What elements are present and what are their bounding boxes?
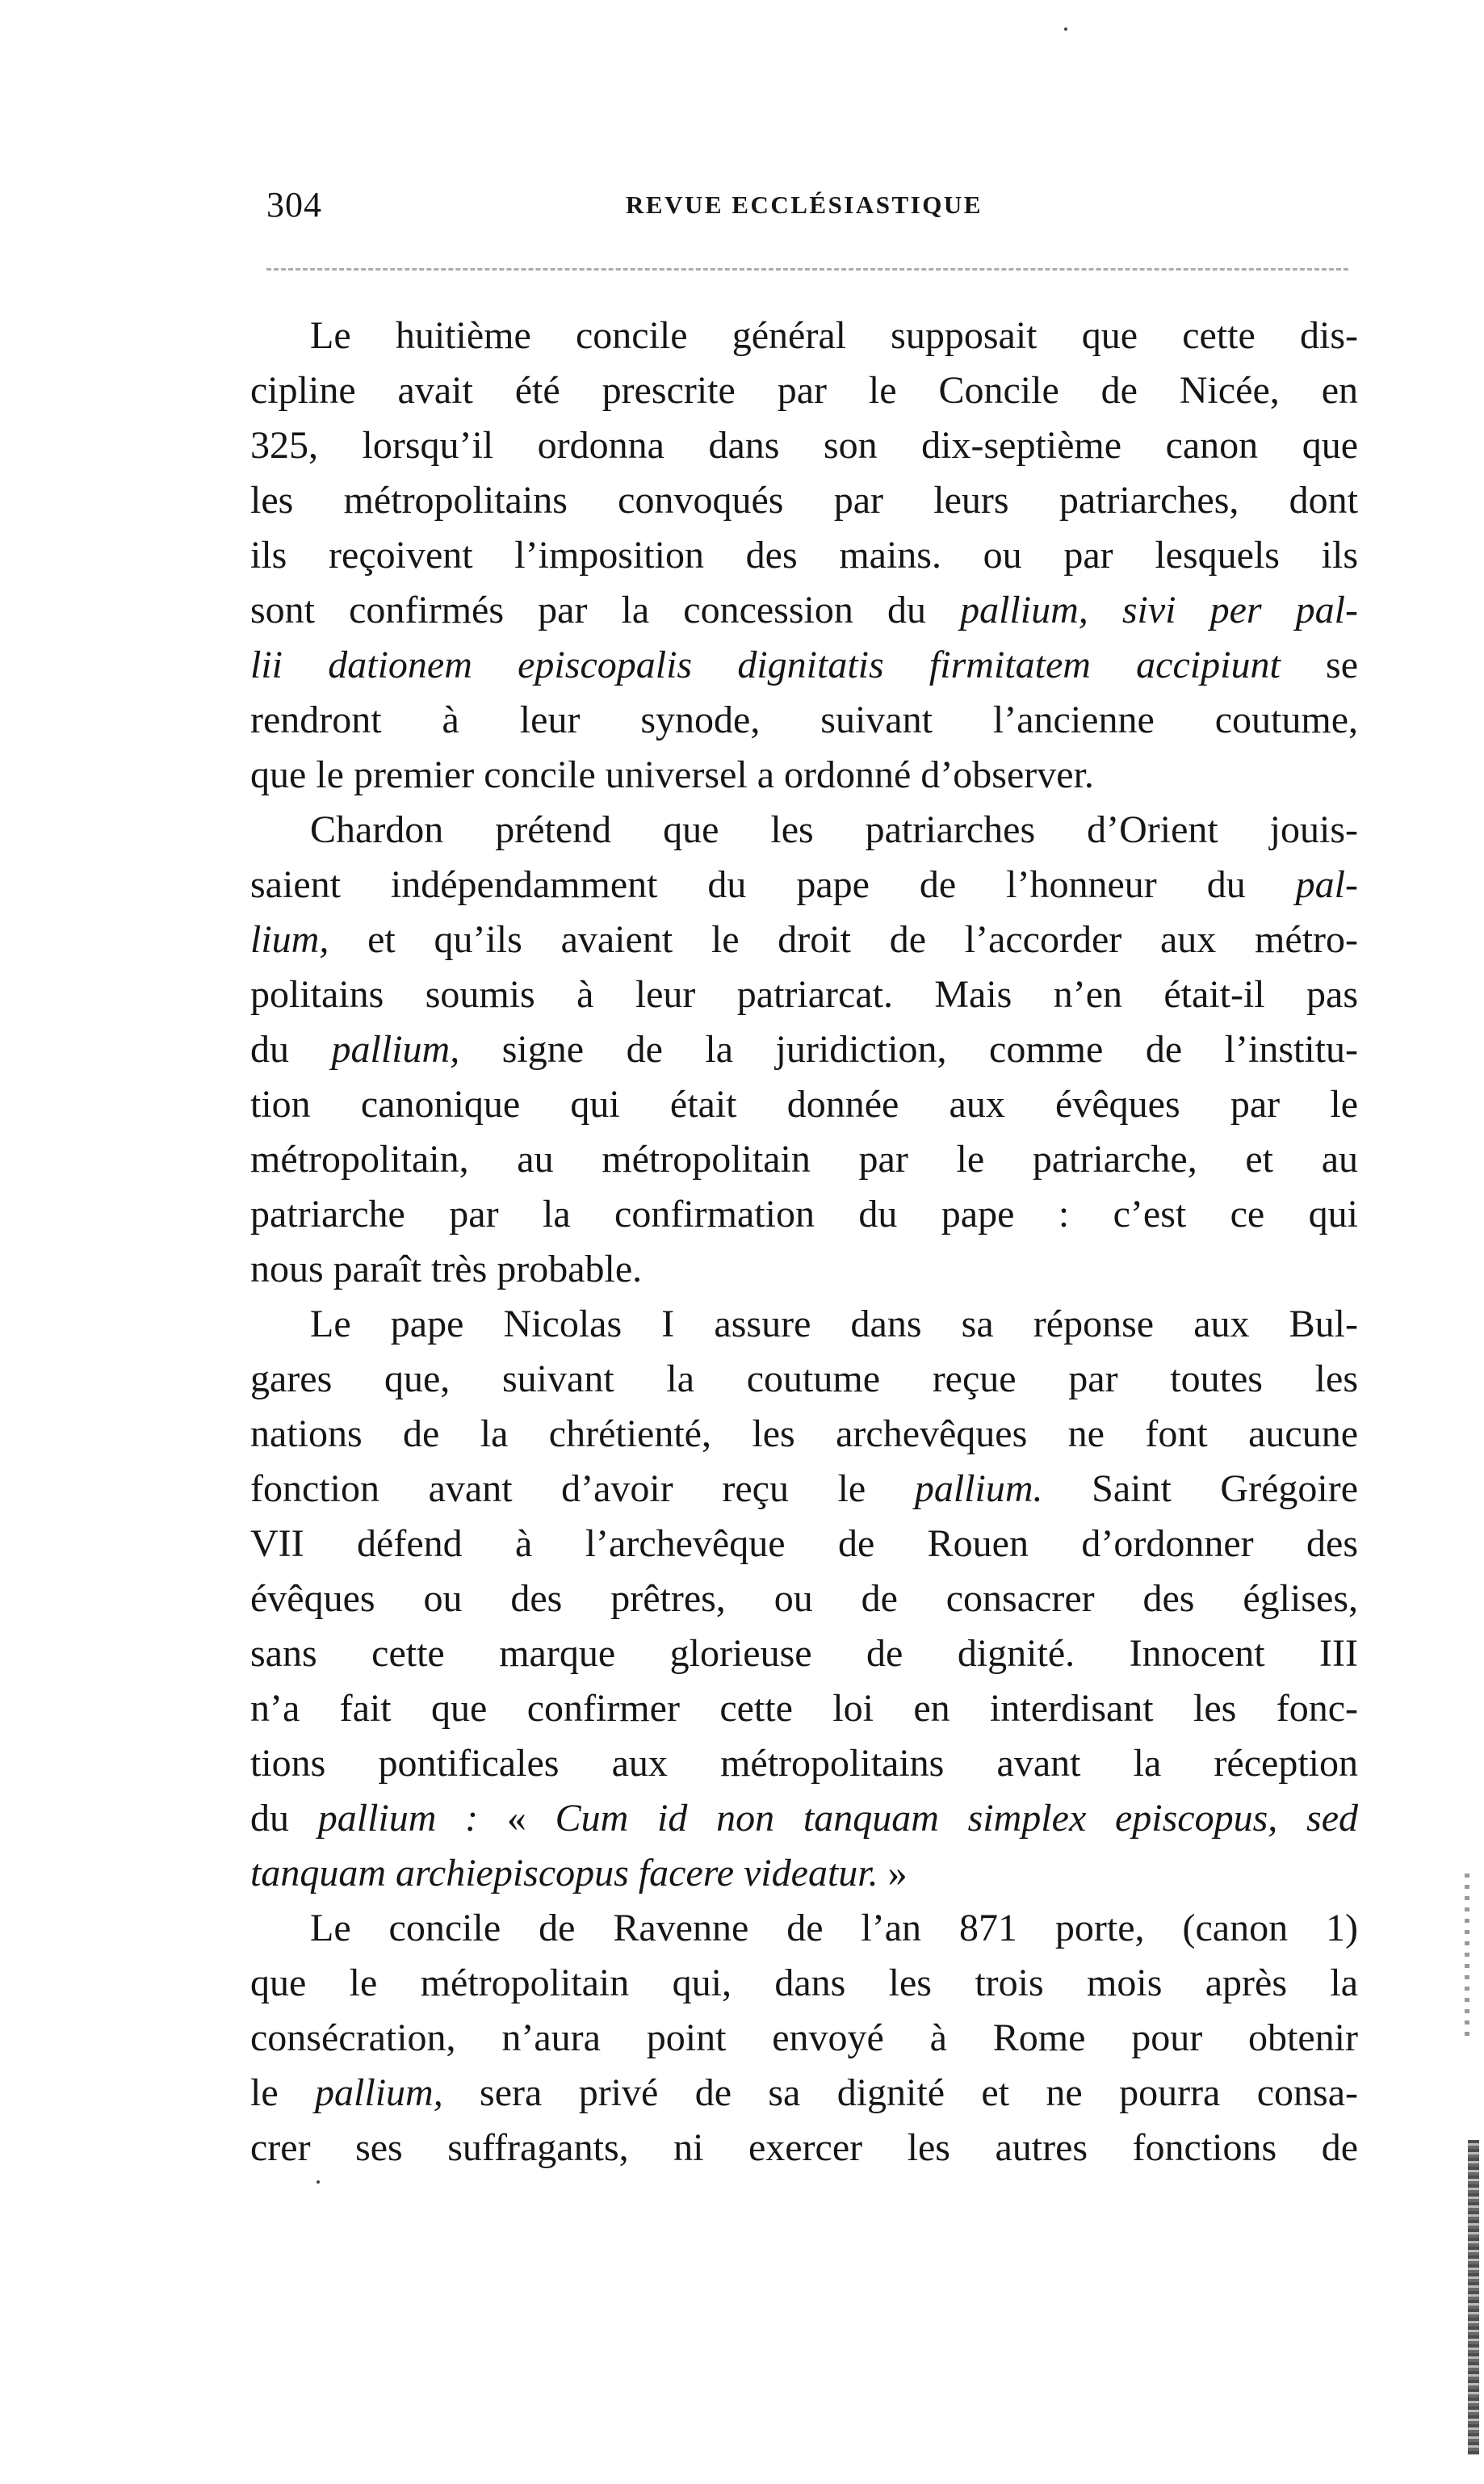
italic-text: pallium :: [317, 1797, 479, 1840]
text-line: [250, 1132, 1358, 1187]
text-line: [250, 308, 1358, 363]
page-edge-mark: [1465, 1873, 1469, 2043]
italic-text: pal-: [1295, 863, 1358, 906]
text-line: [250, 1352, 1358, 1407]
text-segment: patriarche par la confirmation du pape : c’est ce qui: [250, 1193, 1358, 1236]
page-number: 304: [266, 185, 322, 224]
text-line: [250, 1901, 1358, 1956]
italic-text: pallium, sivi per pal-: [960, 589, 1359, 631]
text-segment: que le premier concile universel a ordonné d’observer.: [250, 753, 1094, 796]
text-line: [250, 1242, 1358, 1297]
text-line: [250, 1571, 1358, 1626]
text-segment: sont confirmés par la concession du: [250, 589, 961, 631]
text-segment: Saint Grégoire: [1042, 1467, 1359, 1510]
text-line: [250, 2011, 1358, 2066]
text-line: [250, 418, 1358, 473]
italic-text: pallium.: [914, 1467, 1043, 1510]
text-segment: signe de la juridiction, comme de l’institu-: [459, 1028, 1359, 1071]
text-segment: sera privé de sa dignité et ne pourra consa-: [442, 2071, 1358, 2114]
italic-text: lii dationem episcopalis dignitatis firmitatem accipiunt: [250, 644, 1281, 686]
text-segment: évêques ou des prêtres, ou de consacrer des églises,: [250, 1577, 1358, 1620]
text-line: [250, 1626, 1358, 1681]
text-segment: tion canonique qui était donnée aux évêques par le: [250, 1083, 1358, 1126]
text-line: [250, 1956, 1358, 2011]
body-text: [250, 308, 1358, 2176]
text-line: [250, 858, 1358, 913]
text-line: [250, 363, 1358, 418]
text-line: [250, 1736, 1358, 1791]
text-line: [250, 913, 1358, 967]
text-segment: gares que, suivant la coutume reçue par toutes les: [250, 1357, 1358, 1400]
text-segment: nous paraît très probable.: [250, 1248, 643, 1290]
text-line: [250, 748, 1358, 803]
text-line: [250, 1297, 1358, 1352]
text-segment: saient indépendamment du pape de l’honneur du: [250, 863, 1296, 906]
text-line: [250, 2121, 1358, 2176]
text-line: [250, 528, 1358, 583]
text-line: [250, 1077, 1358, 1132]
text-line: [250, 693, 1358, 748]
text-line: [250, 1846, 1358, 1901]
text-line: [250, 967, 1358, 1022]
text-line: [250, 1407, 1358, 1462]
running-title: REVUE ECCLÉSIASTIQUE: [626, 191, 983, 219]
text-line: [250, 1462, 1358, 1517]
text-segment: n’a fait que confirmer cette loi en interdisant les fonc-: [250, 1687, 1358, 1730]
page-edge-mark: [1468, 2140, 1479, 2455]
text-segment: «: [478, 1797, 555, 1840]
text-segment: Le concile de Ravenne de l’an 871 porte, (canon 1): [310, 1907, 1358, 1949]
text-segment: politains soumis à leur patriarcat. Mais n’en était-il pas: [250, 973, 1358, 1016]
text-segment: métropolitain, au métropolitain par le patriarche, et au: [250, 1138, 1358, 1181]
text-line: [250, 1187, 1358, 1242]
text-line: [250, 2066, 1358, 2121]
text-segment: crer ses suffragants, ni exercer les autres fonctions de: [250, 2126, 1358, 2169]
italic-text: tanquam archiepiscopus facere videatur.: [250, 1852, 878, 1894]
italic-text: pallium,: [315, 2071, 443, 2114]
text-line: [250, 583, 1358, 638]
text-segment: nations de la chrétienté, les archevêques ne font aucune: [250, 1412, 1358, 1455]
text-line: [250, 638, 1358, 693]
text-line: [250, 473, 1358, 528]
text-segment: les métropolitains convoqués par leurs patriarches, dont: [250, 479, 1358, 522]
text-segment: et qu’ils avaient le droit de l’accorder aux métro-: [329, 918, 1358, 961]
text-segment: le: [250, 2071, 316, 2114]
text-line: [250, 1791, 1358, 1846]
scan-speck: [317, 2180, 320, 2184]
text-segment: 325, lorsqu’il ordonna dans son dix-septième canon que: [250, 424, 1358, 467]
text-line: [250, 1022, 1358, 1077]
text-segment: Chardon prétend que les patriarches d’Orient jouis-: [310, 808, 1358, 851]
text-segment: rendront à leur synode, suivant l’ancienne coutume,: [250, 699, 1358, 741]
text-segment: fonction avant d’avoir reçu le: [250, 1467, 915, 1510]
text-segment: tions pontificales aux métropolitains avant la réception: [250, 1742, 1358, 1785]
text-segment: Le huitième concile général supposait que cette dis-: [310, 314, 1358, 357]
text-segment: ils reçoivent l’imposition des mains. ou par lesquels ils: [250, 534, 1358, 577]
italic-text: lium,: [250, 918, 329, 961]
page-header: [266, 184, 1348, 241]
text-line: [250, 1681, 1358, 1736]
text-segment: Le pape Nicolas I assure dans sa réponse aux Bul-: [310, 1303, 1358, 1345]
text-segment: cipline avait été prescrite par le Concile de Nicée, en: [250, 369, 1358, 412]
text-line: [250, 1517, 1358, 1571]
text-segment: se: [1280, 644, 1359, 686]
text-segment: consécration, n’aura point envoyé à Rome pour obtenir: [250, 2016, 1358, 2059]
text-line: [250, 803, 1358, 858]
text-segment: »: [878, 1852, 908, 1894]
text-segment: que le métropolitain qui, dans les trois mois après la: [250, 1962, 1358, 2004]
italic-text: pallium,: [331, 1028, 460, 1071]
header-rule: [266, 268, 1348, 271]
text-segment: sans cette marque glorieuse de dignité. Innocent III: [250, 1632, 1358, 1675]
text-segment: du: [250, 1797, 318, 1840]
text-segment: VII défend à l’archevêque de Rouen d’ordonner des: [250, 1522, 1358, 1565]
scan-speck: [1064, 27, 1067, 31]
italic-text: Cum id non tanquam simplex episcopus, sed: [555, 1797, 1359, 1840]
text-segment: du: [250, 1028, 332, 1071]
